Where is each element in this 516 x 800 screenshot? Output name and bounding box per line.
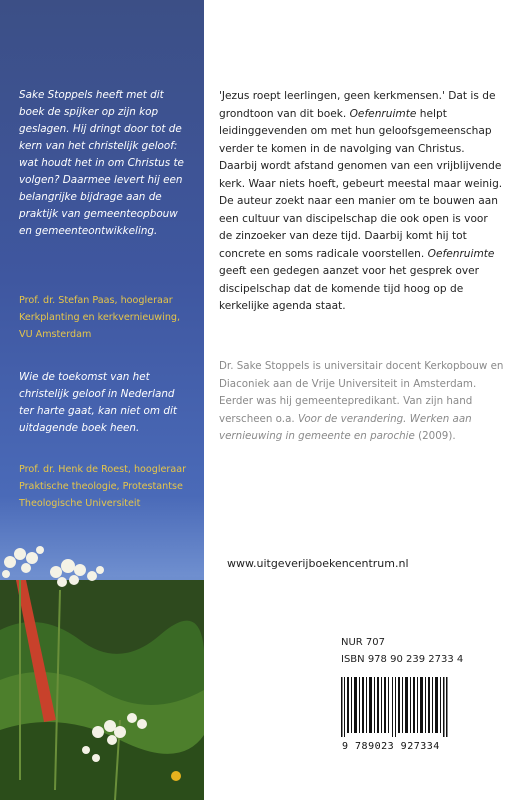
barcode-number: 9 789023 927334 [342,741,440,752]
book-blurb [219,88,504,316]
blurb-part-3: geeft een gedegen aanzet voor het gesprek over discipelschap dat de komende tijd hoog op de kerkelijke agenda staat. [219,265,480,312]
wildflowers-image [0,540,204,800]
barcode-image [341,677,451,737]
nur-code: NUR 707 [341,637,386,648]
endorsement-quote-1: Sake Stoppels heeft met dit boek de spijker op zijn kop geslagen. Hij dringt door tot de kern van het christelijk geloof: wat houdt het in om Christus te volgen? Daarmee levert hij een belangrijke bijdrage aan de praktijk van gemeenteopbouw en gemeenteontwikkeling. [19,89,184,237]
endorsement-quote-2: Wie de toekomst van het christelijk geloof in Nederland ter harte gaat, kan niet om dit uitdagende boek heen. [19,371,177,434]
blurb-book-title-2: Oefenruimte [427,247,495,260]
author-bio [219,358,504,446]
cover-back-left-panel [0,0,204,800]
endorsement-attribution-2: Prof. dr. Henk de Roest, hoogleraar Praktische theologie, Protestantse Theologische Universiteit [19,464,187,509]
bio-book-title: Voor de verandering. Werken aan vernieuwing in gemeente en parochie [219,412,472,442]
bio-year: (2009). [414,430,456,442]
isbn-number: ISBN 978 90 239 2733 4 [341,654,464,665]
endorsement-attribution-1: Prof. dr. Stefan Paas, hoogleraar Kerkplanting en kerkvernieuwing, VU Amsterdam [19,295,181,340]
blurb-part-2: helpt leidinggevenden om met hun geloofsgemeenschap verder te komen in de navolging van Christus. Daarbij wordt afstand genomen van een vrijblijvende kerk. Waar niets hoeft, gebeurt meestal maar weinig. De auteur zoekt naar een manier om te bouwen aan een cultuur van discipelschap die ook open is voor de zinzoeker van deze tijd. Daarbij komt hij tot concrete en soms radicale voorstellen. [219,107,503,260]
bio-text: Dr. Sake Stoppels is universitair docent Kerkopbouw en Diaconiek aan de Vrije Universiteit in Amsterdam. Eerder was hij gemeentepredikant. Van zijn hand verscheen o.a. [219,360,504,425]
blurb-part-1: 'Jezus roept leerlingen, geen kerkmensen.' Dat is de grondtoon van dit boek. [219,90,496,120]
publisher-website: www.uitgeverijboekencentrum.nl [227,557,409,570]
blurb-book-title-1: Oefenruimte [349,107,417,120]
